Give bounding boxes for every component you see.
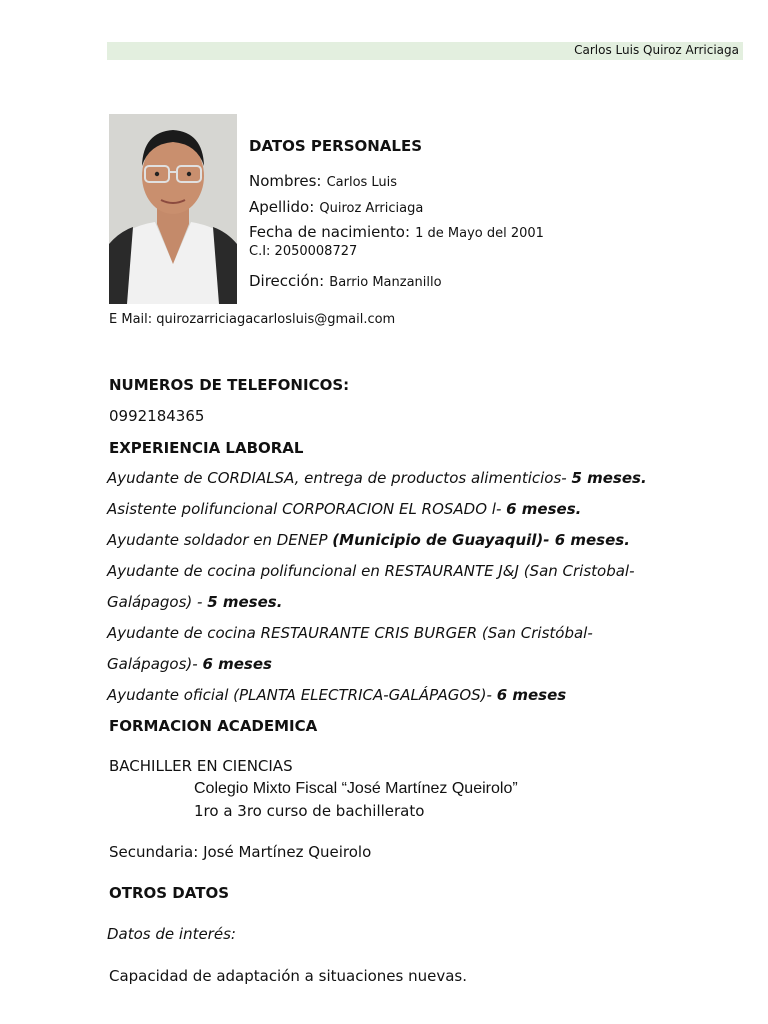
profile-photo xyxy=(109,114,237,304)
direccion-value: Barrio Manzanillo xyxy=(329,275,442,290)
experience-item-cont: Galápagos)- 6 meses xyxy=(107,655,272,673)
experience-title: EXPERIENCIA LABORAL xyxy=(109,439,304,457)
experience-item: Ayudante de cocina RESTAURANTE CRIS BURGER (San Cristóbal- xyxy=(107,624,593,642)
direccion-label: Dirección: xyxy=(249,272,325,290)
ci-number: C.I: 2050008727 xyxy=(249,244,358,259)
experience-item: Asistente polifuncional CORPORACION EL ROSADO l- 6 meses. xyxy=(107,500,582,518)
experience-item: Ayudante soldador en DENEP (Municipio de Guayaquil)- 6 meses. xyxy=(107,531,630,549)
secundaria: Secundaria: José Martínez Queirolo xyxy=(109,843,372,861)
other-title: OTROS DATOS xyxy=(109,884,229,902)
fecha-row xyxy=(249,222,544,241)
header-band xyxy=(107,42,743,60)
degree: BACHILLER EN CIENCIAS xyxy=(109,757,293,775)
direccion-row xyxy=(249,271,442,290)
interest-label: Datos de interés: xyxy=(107,925,236,943)
interest-item: Capacidad de adaptación a situaciones nuevas. xyxy=(109,967,468,985)
apellido-row xyxy=(249,197,423,216)
nombres-label: Nombres: xyxy=(249,172,322,190)
apellido-label: Apellido: xyxy=(249,198,315,216)
email-line: E Mail: quirozarriciagacarlosluis@gmail.com xyxy=(109,312,396,327)
personal-data-title: DATOS PERSONALES xyxy=(249,137,423,155)
phones-title: NUMEROS DE TELEFONICOS: xyxy=(109,376,350,394)
header-name: Carlos Luis Quiroz Arriciaga xyxy=(574,43,739,57)
experience-item: Ayudante oficial (PLANTA ELECTRICA-GALÁPAGOS)- 6 meses xyxy=(107,686,567,704)
nombres-row xyxy=(249,171,397,190)
course-range: 1ro a 3ro curso de bachillerato xyxy=(194,802,425,820)
apellido-value: Quiroz Arriciaga xyxy=(319,201,424,216)
education-title: FORMACION ACADEMICA xyxy=(109,717,318,735)
school-name: Colegio Mixto Fiscal “José Martínez Queirolo” xyxy=(194,780,518,797)
fecha-value: 1 de Mayo del 2001 xyxy=(415,226,544,241)
phone-number: 0992184365 xyxy=(109,407,205,425)
fecha-label: Fecha de nacimiento: xyxy=(249,223,411,241)
nombres-value: Carlos Luis xyxy=(326,175,398,190)
experience-item-cont: Galápagos) - 5 meses. xyxy=(107,593,283,611)
experience-item: Ayudante de cocina polifuncional en RESTAURANTE J&J (San Cristobal- xyxy=(107,562,635,580)
experience-item: Ayudante de CORDIALSA, entrega de productos alimenticios- 5 meses. xyxy=(107,469,647,487)
